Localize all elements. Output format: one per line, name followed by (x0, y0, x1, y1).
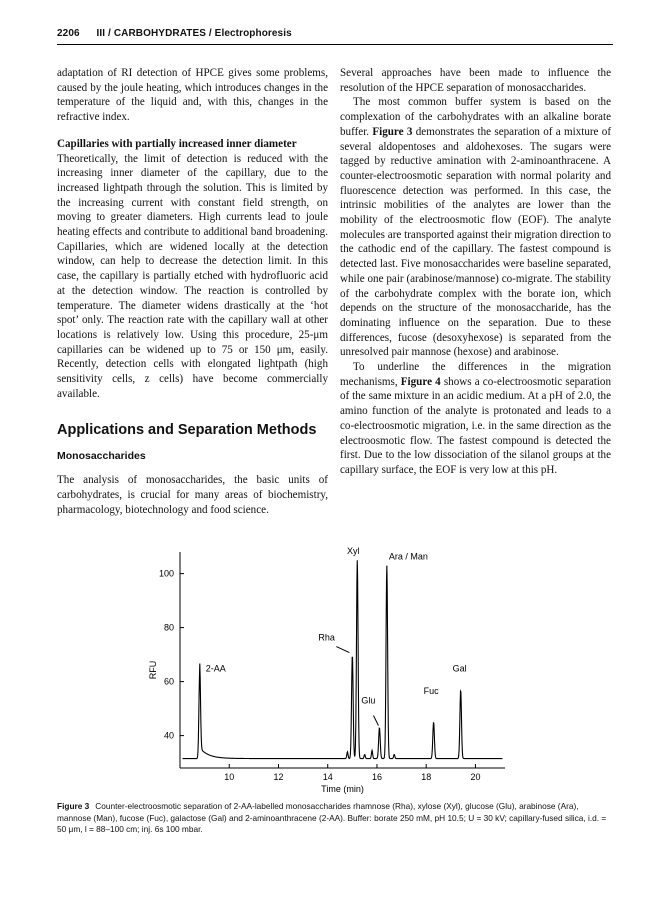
caption-label: Figure 3 (57, 801, 90, 811)
right-paragraph-2-a: The most common buffer system is based on the complexation of the carbohydrates with an alkaline borate buffer. (340, 96, 611, 138)
peak-label-fuc: Fuc (423, 686, 439, 697)
figure-caption (57, 801, 613, 836)
x-tick-label: 20 (470, 772, 481, 782)
peak-label-glu: Glu (361, 695, 376, 706)
peak-arrow (336, 647, 349, 653)
figure-3-ref[interactable]: Figure 3 (372, 125, 413, 138)
peak-label-gal: Gal (452, 663, 467, 674)
x-tick-label: 18 (421, 772, 432, 782)
page-number: 2206 (57, 28, 80, 39)
right-paragraph-3-b: shows a co-electroosmotic separation of the same mixture in an acidic medium. At a pH of 2.0, the amino function of the analyte is protonated and leads to a co-electroosmotic migration, i.e. in the same direction as the electroosmotic flow. The fastest compound is detected the first. Due to the low dissociation of the silanol groups at the capillary surface, the EOF is very low at this pH. (340, 375, 612, 476)
right-paragraph-1: Several approaches have been made to influence the resolution of the HPCE separation of monosaccharides. (340, 67, 611, 94)
y-tick-label: 100 (158, 568, 174, 579)
right-paragraph-2 (340, 95, 611, 360)
right-column (340, 66, 611, 478)
capillaries-subheading: Capillaries with partially increased inner diameter (57, 137, 297, 150)
y-tick-label: 60 (163, 676, 174, 687)
x-tick-label: 12 (273, 772, 284, 782)
peak-label-2-aa: 2-AA (205, 663, 226, 674)
subsection-heading: Monosaccharides (57, 450, 146, 463)
right-paragraph-3 (340, 360, 611, 478)
left-column (57, 66, 328, 518)
peak-label-ara-man: Ara / Man (388, 551, 428, 562)
right-paragraph-3-a: To underline the differences in the migration mechanisms, (340, 361, 611, 388)
left-paragraph-2 (57, 137, 328, 402)
x-tick-label: 14 (322, 772, 333, 782)
running-header (57, 28, 292, 39)
y-tick-label: 40 (163, 730, 174, 741)
caption-text: Counter-electroosmotic separation of 2-AA-labelled monosaccharides rhamnose (Rha), xylose (Xyl), glucose (Glu), arabinose (Ara), mannose (Man), fucose (Fuc), galactose (Gal) and 2-aminoanthracene (2-AA). Buffer: borate 250 mM, pH 10.5; U = 30 kV; capillary-fused silica, i.d. = 50 μm, l = 88–100 cm; inj. 6s 100 mbar. (57, 801, 607, 835)
peak-labels (206, 546, 467, 725)
chart-axes (148, 552, 505, 794)
capillaries-text: Theoretically, the limit of detection is reduced with the increasing inner diameter of the capillary, due to the increased lightpath through the solution. This is limited by the increasing current with constant field strength, on moving to greater diameters. High currents lead to joule heating effects and contribute to additional band broadening. Capillaries, which are widened locally at the detection window, can help to decrease the detection limit. In this case, the capillary is partially etched with hydrofluoric acid at the detection window. The reaction is controlled by temperature. The diameter widens drastically at the ‘hot spot’ only. The reaction rate with the capillary wall at other locations is relatively low. Using this procedure, 25-μm capillaries can be widened up to 75 or 150 μm, easily. Recently, detection cells with elongated lightpath (high sensitivity cells, z cells) have become commercially available. (57, 152, 328, 400)
running-title: III / CARBOHYDRATES / Electrophoresis (96, 28, 292, 39)
x-axis-title: Time (min) (321, 784, 364, 794)
signal-trace (182, 560, 502, 758)
peak-arrow (373, 716, 378, 726)
section-heading: Applications and Separation Methods (57, 422, 317, 439)
left-paragraph-3: The analysis of monosaccharides, the basic units of carbohydrates, is crucial for many areas of biochemistry, pharmacology, biotechnology and food science. (57, 474, 328, 516)
header-rule (57, 44, 613, 45)
y-tick-label: 80 (163, 622, 174, 633)
right-paragraph-2-b: demonstrates the separation of a mixture of several aldopentoses and aldohexoses. The sugars were tagged by reductive amination with 2-aminoanthracene. A counter-electroosmotic separation with normal polarity and fluorescence detection was performed. In this case, the intrinsic mobilities of the analytes are lower than the mobility of the electroosmotic flow (EOF). The analyte molecules are transported against their migration direction to the cathodic end of the capillary. The fastest compound is detected last. Five monosaccharides were baseline separated, while one pair (arabinose/mannose) co-migrate. The stability of the carbohydrate complex with the borate ion, which depends on the structure of the monosaccharide, has the dominating influence on the separation. Due to these differences, fucose (desoxyhexose) is separated from the unresolved pair mannose (hexose) and arabinose. (340, 125, 612, 359)
figure-4-ref[interactable]: Figure 4 (400, 375, 441, 388)
electropherogram-chart (0, 540, 668, 800)
peak-label-rha: Rha (318, 632, 335, 643)
peak-label-xyl: Xyl (347, 546, 360, 557)
y-axis-title: RFU (148, 660, 158, 680)
x-tick-label: 16 (371, 772, 382, 782)
left-paragraph-1: adaptation of RI detection of HPCE gives some problems, caused by the joule heating, which introduces changes in the temperature of the liquid and, with this, changes in the refractive index. (57, 67, 328, 124)
x-tick-label: 10 (224, 772, 235, 782)
